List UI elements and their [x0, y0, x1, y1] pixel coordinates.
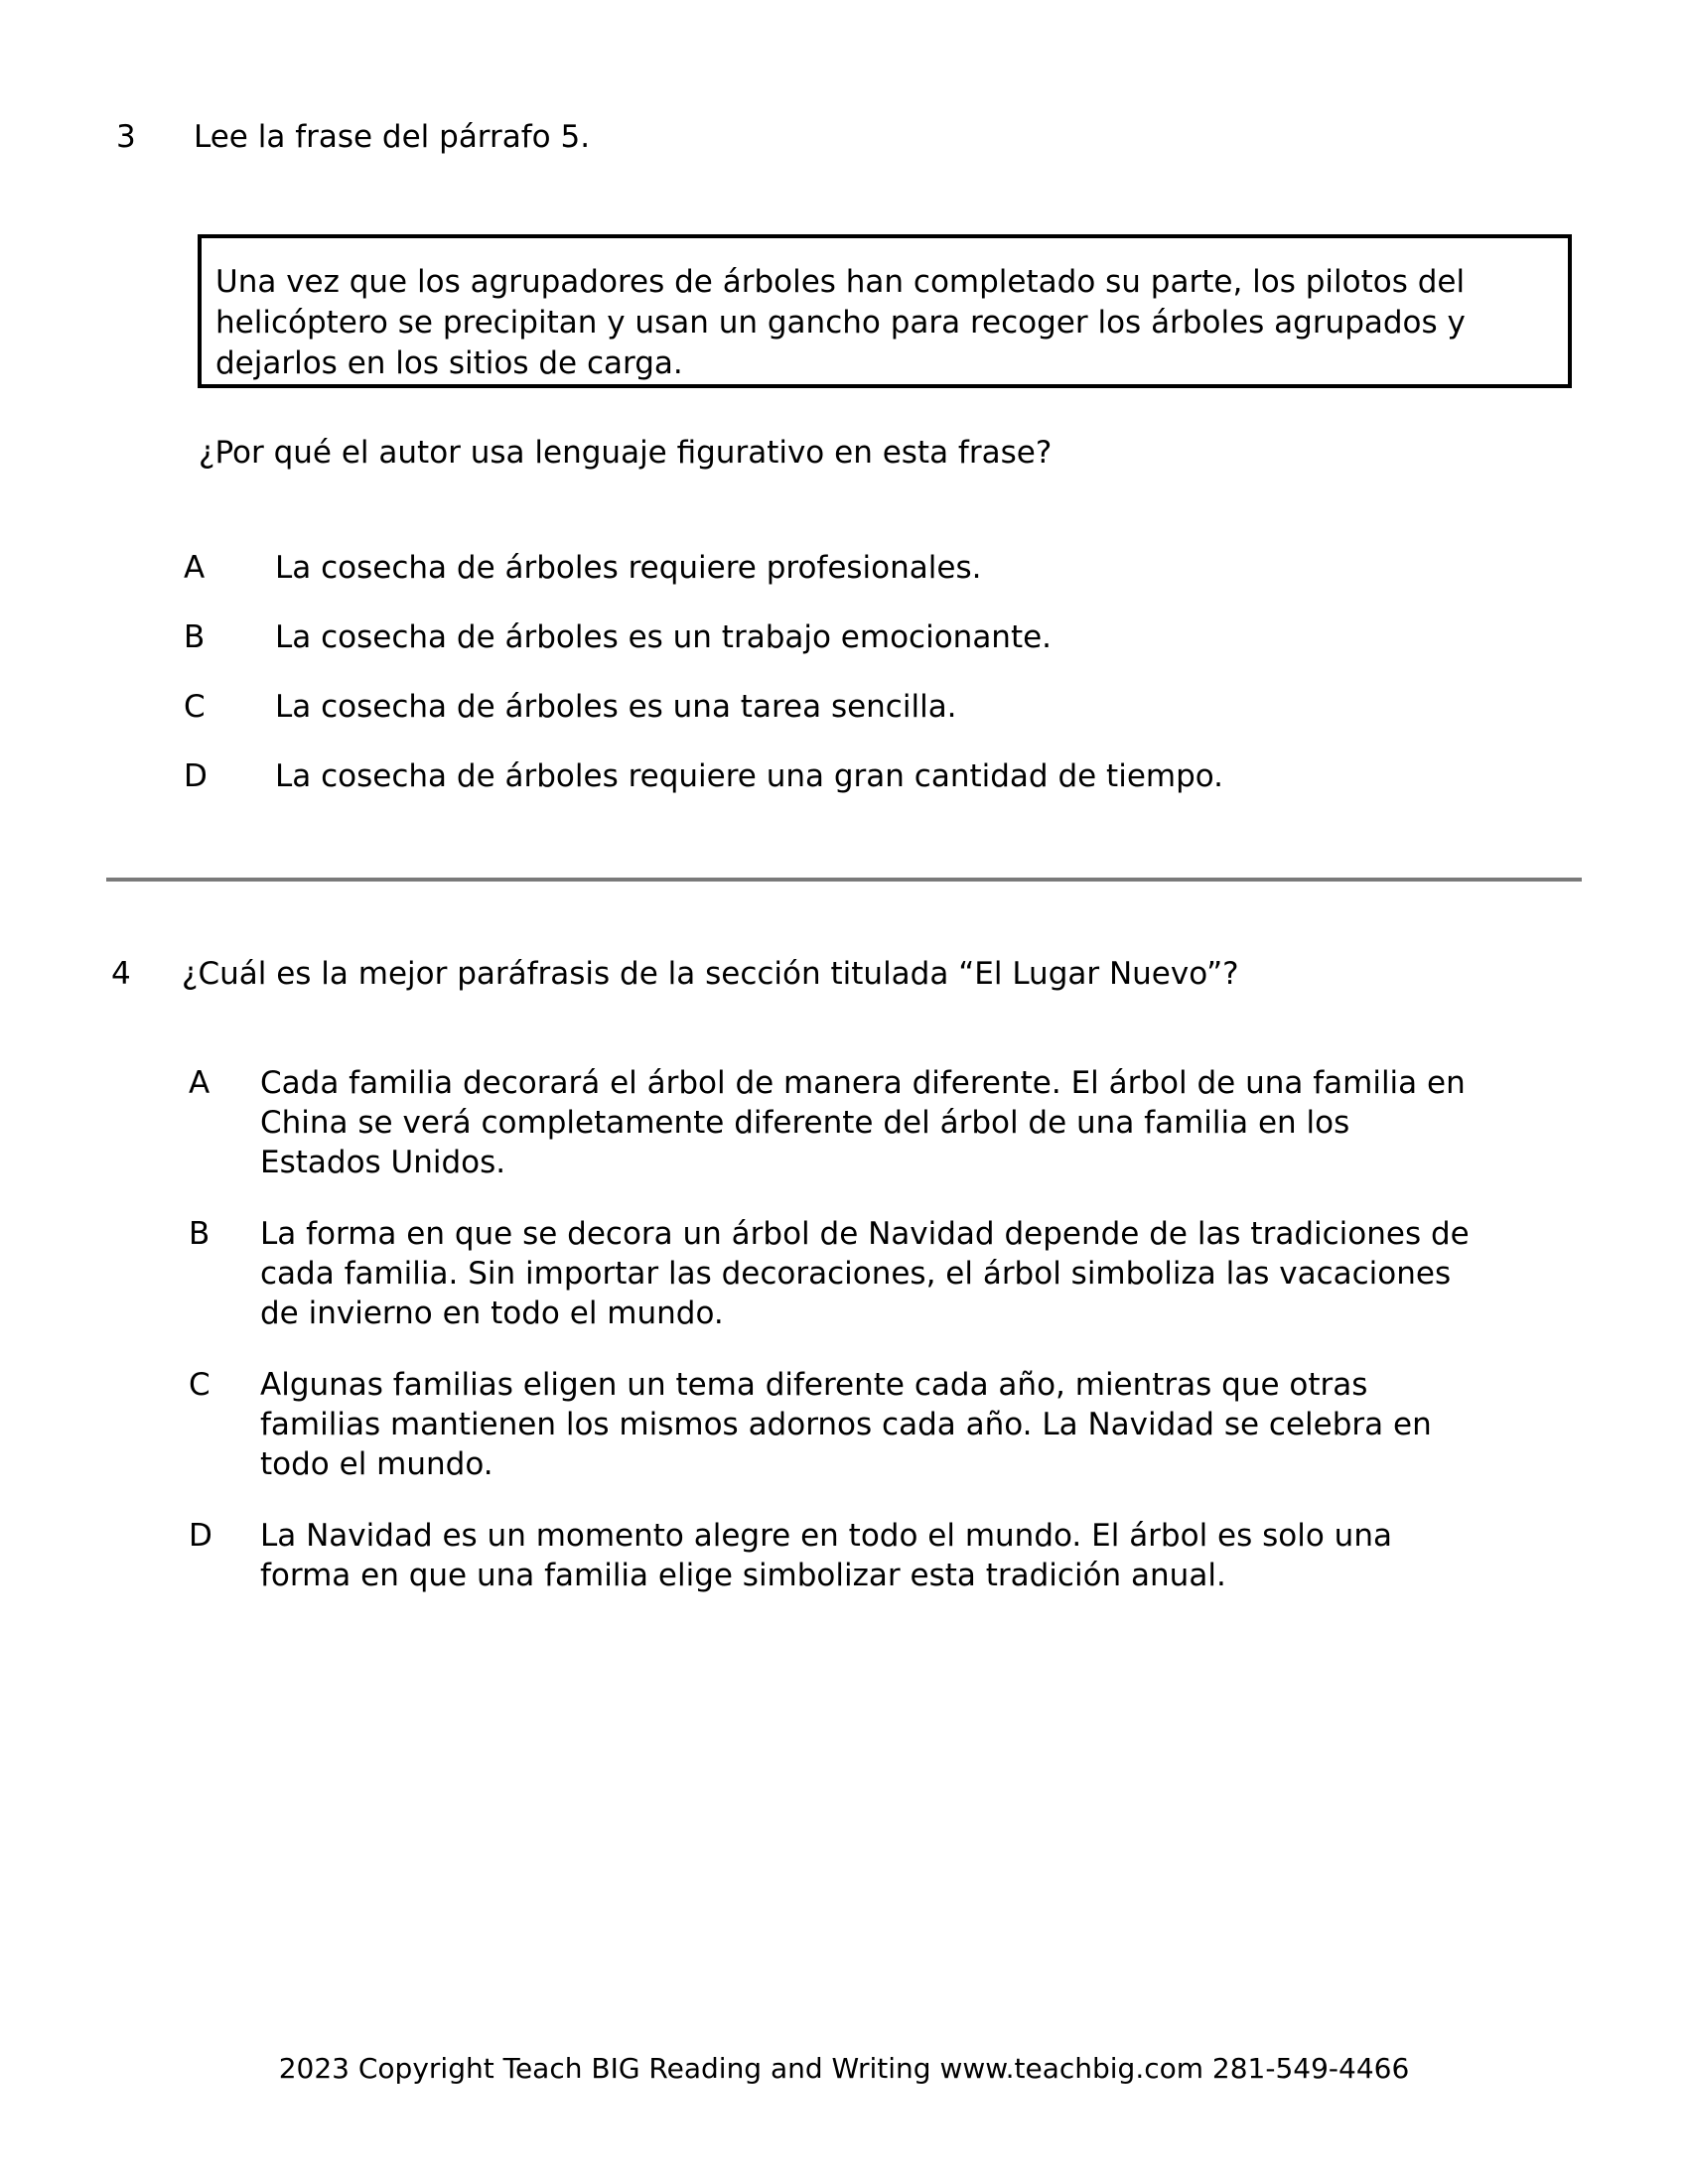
option-text-line: de invierno en todo el mundo. — [260, 1296, 724, 1331]
option-text-line: familias mantienen los mismos adornos cada año. La Navidad se celebra en — [260, 1407, 1432, 1442]
option-text — [260, 1214, 1601, 1333]
question-3-stem: ¿Por qué el autor usa lenguaje figurativo en esta frase? — [199, 435, 1053, 471]
quote-line: helicóptero se precipitan y usan un gancho para recoger los árboles agrupados y — [215, 305, 1466, 341]
question-4-number: 4 — [111, 956, 131, 992]
option-letter: B — [184, 619, 206, 655]
copyright-footer: 2023 Copyright Teach BIG Reading and Writing www.teachbig.com 281-549-4466 — [278, 2052, 1410, 2085]
quote-line: Una vez que los agrupadores de árboles han completado su parte, los pilotos del — [215, 264, 1466, 300]
option-letter: D — [189, 1518, 212, 1554]
section-divider — [106, 878, 1582, 882]
question-4-header — [111, 954, 1239, 994]
option-text: La cosecha de árboles requiere una gran cantidad de tiempo. — [275, 758, 1224, 794]
option-text: La cosecha de árboles requiere profesionales. — [275, 550, 982, 586]
option-text-line: cada familia. Sin importar las decoraciones, el árbol simboliza las vacaciones — [260, 1256, 1452, 1292]
question-3-options — [184, 548, 1223, 826]
option-text-line: todo el mundo. — [260, 1446, 493, 1482]
option-text — [260, 1063, 1601, 1182]
question-3-number: 3 — [116, 119, 136, 155]
question-4-option-c — [189, 1365, 1601, 1484]
option-text: La cosecha de árboles es una tarea sencilla. — [275, 689, 957, 725]
question-3-header — [116, 117, 590, 157]
option-text-line: forma en que una familia elige simbolizar esta tradición anual. — [260, 1558, 1226, 1593]
question-3-option-d — [184, 756, 1223, 796]
question-4-option-b — [189, 1214, 1601, 1333]
question-4-stem: ¿Cuál es la mejor paráfrasis de la sección titulada “El Lugar Nuevo”? — [182, 956, 1239, 992]
quote-box — [198, 234, 1572, 388]
option-text-line: La forma en que se decora un árbol de Navidad depende de las tradiciones de — [260, 1216, 1470, 1252]
option-text-line: Algunas familias eligen un tema diferente cada año, mientras que otras — [260, 1367, 1368, 1403]
option-letter: C — [189, 1367, 211, 1403]
quote-line: dejarlos en los sitios de carga. — [215, 345, 683, 381]
option-letter: A — [184, 550, 206, 586]
question-3-option-b — [184, 617, 1223, 657]
option-letter: C — [184, 689, 206, 725]
option-text — [260, 1365, 1601, 1484]
option-letter: D — [184, 758, 208, 794]
option-text-line: Cada familia decorará el árbol de manera diferente. El árbol de una familia en — [260, 1065, 1466, 1101]
option-text-line: Estados Unidos. — [260, 1145, 506, 1180]
question-3-option-c — [184, 687, 1223, 727]
option-text-line: China se verá completamente diferente del árbol de una familia en los — [260, 1105, 1350, 1141]
option-text-line: La Navidad es un momento alegre en todo el mundo. El árbol es solo una — [260, 1518, 1392, 1554]
question-4-options — [189, 1063, 1601, 1627]
question-3-prompt: Lee la frase del párrafo 5. — [194, 119, 591, 155]
question-3-option-a — [184, 548, 1223, 588]
question-4-option-a — [189, 1063, 1601, 1182]
question-4-option-d — [189, 1516, 1601, 1595]
option-letter: A — [189, 1065, 211, 1101]
option-text: La cosecha de árboles es un trabajo emocionante. — [275, 619, 1053, 655]
option-letter: B — [189, 1216, 211, 1252]
option-text — [260, 1516, 1601, 1595]
